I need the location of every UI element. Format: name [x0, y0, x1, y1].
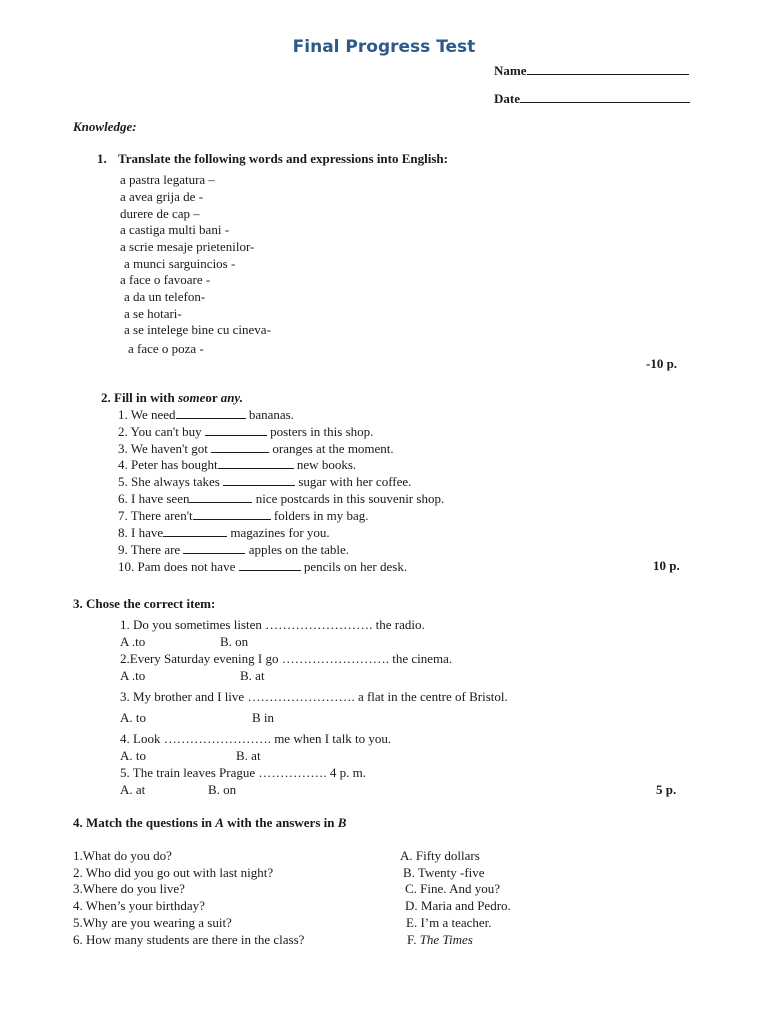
fill-item	[118, 490, 444, 507]
section3-points: 5 p.	[656, 782, 677, 797]
mc-option-a[interactable]: A .to	[120, 668, 146, 683]
mc-option-b[interactable]: B. at	[240, 668, 265, 683]
match-question: 5.Why are you wearing a suit?	[73, 915, 232, 930]
section4-heading	[73, 815, 346, 831]
fill-item-before: 7. There aren't	[118, 508, 193, 523]
fill-blank[interactable]	[239, 558, 301, 571]
fill-blank[interactable]	[211, 440, 269, 453]
fill-blank[interactable]	[183, 541, 245, 554]
section4-heading-b: B	[337, 815, 347, 830]
match-answer: B. Twenty -five	[403, 865, 485, 880]
date-field[interactable]	[494, 90, 690, 107]
fill-item-after: sugar with her coffee.	[295, 474, 412, 489]
mc-question: 4. Look ……………………. me when I talk to you.	[120, 731, 392, 746]
page-title: Final Progress Test	[292, 37, 476, 57]
mc-option-a[interactable]: A .to	[120, 634, 146, 649]
match-question: 1.What do you do?	[73, 848, 172, 863]
fill-item	[118, 524, 330, 541]
section1-item: a castiga multi bani -	[120, 222, 230, 237]
section1-item: a se intelege bine cu cineva-	[124, 322, 271, 337]
fill-item-before: 9. There are	[118, 542, 184, 557]
section4-heading-mid: with the answers in	[223, 815, 338, 830]
fill-item-after: posters in this shop.	[266, 424, 374, 439]
match-question: 6. How many students are there in the class?	[73, 932, 305, 947]
match-answer: C. Fine. And you?	[405, 881, 500, 896]
section1-item: a scrie mesaje prietenilor-	[120, 239, 255, 254]
fill-blank[interactable]	[223, 473, 295, 486]
name-label: Name	[494, 63, 527, 78]
section1-item: a se hotari-	[124, 306, 182, 321]
section3-heading: 3. Chose the correct item:	[73, 596, 216, 611]
mc-question: 2.Every Saturday evening I go ……………………. the cinema.	[120, 651, 453, 666]
fill-blank[interactable]	[163, 524, 227, 537]
fill-item-after: new books.	[293, 457, 357, 472]
match-answer-f	[407, 932, 473, 948]
match-question: 2. Who did you go out with last night?	[73, 865, 274, 880]
section1-item: a face o poza -	[128, 341, 204, 356]
section1-item: a da un telefon-	[124, 289, 206, 304]
mc-option-b[interactable]: B. on	[208, 782, 237, 797]
section1-number: 1.	[97, 151, 107, 166]
mc-option-a[interactable]: A. at	[120, 782, 146, 797]
section2-heading-prefix: 2. Fill in with	[101, 390, 178, 405]
mc-question: 1. Do you sometimes listen ……………………. the radio.	[120, 617, 425, 632]
fill-item-before: 10. Pam does not have	[118, 559, 239, 574]
fill-item-before: 6. I have seen	[118, 491, 190, 506]
section1-item: a avea grija de -	[120, 189, 204, 204]
fill-item-before: 2. You can't buy	[118, 424, 205, 439]
date-label: Date	[494, 91, 520, 106]
fill-item-after: bananas.	[245, 407, 294, 422]
section2-heading-any: any.	[220, 390, 243, 405]
section2-points: 10 p.	[653, 558, 680, 573]
section1-item: a munci sarguincios -	[124, 256, 236, 271]
section4-heading-prefix: 4. Match the questions in	[73, 815, 216, 830]
fill-item	[118, 406, 294, 423]
section1-points: -10 p.	[646, 356, 678, 371]
date-blank-line[interactable]	[520, 90, 690, 103]
fill-item	[118, 558, 407, 575]
match-answer: D. Maria and Pedro.	[405, 898, 511, 913]
fill-item-before: 8. I have	[118, 525, 164, 540]
mc-option-b[interactable]: B. on	[220, 634, 249, 649]
section2-heading-or: or	[205, 390, 221, 405]
fill-item-after: nice postcards in this souvenir shop.	[252, 491, 445, 506]
section1-heading-text: Translate the following words and expressions into English:	[118, 151, 448, 166]
fill-item-after: magazines for you.	[227, 525, 330, 540]
match-question: 3.Where do you live?	[73, 881, 185, 896]
fill-blank[interactable]	[176, 406, 246, 419]
fill-item	[118, 507, 369, 524]
fill-blank[interactable]	[218, 456, 294, 469]
match-answer: F.	[407, 932, 420, 947]
fill-item	[118, 440, 394, 457]
fill-item-before: 5. She always takes	[118, 474, 224, 489]
match-question: 4. When’s your birthday?	[73, 898, 205, 913]
fill-item-after: folders in my bag.	[270, 508, 369, 523]
fill-item	[118, 423, 373, 440]
name-blank-line[interactable]	[527, 62, 689, 75]
section2-heading	[101, 390, 243, 406]
fill-item	[118, 541, 349, 558]
name-field[interactable]	[494, 62, 689, 79]
fill-item-before: 4. Peter has bought	[118, 457, 218, 472]
section1-heading	[97, 151, 448, 167]
mc-question: 5. The train leaves Prague ……………. 4 p. m.	[120, 765, 366, 780]
fill-blank[interactable]	[193, 507, 271, 520]
fill-item	[118, 473, 411, 490]
section1-item: a face o favoare -	[120, 272, 211, 287]
fill-item-before: 1. We need	[118, 407, 176, 422]
match-answer: A. Fifty dollars	[400, 848, 480, 863]
match-answer: E. I’m a teacher.	[406, 915, 492, 930]
section4-heading-a: A	[215, 815, 224, 830]
match-answer-f-title: The Times	[419, 932, 473, 947]
knowledge-label: Knowledge:	[73, 119, 137, 134]
fill-blank[interactable]	[205, 423, 267, 436]
mc-option-a[interactable]: A. to	[120, 748, 146, 763]
mc-option-b[interactable]: B in	[252, 710, 275, 725]
fill-item-before: 3. We haven't got	[118, 441, 212, 456]
section1-item: durere de cap –	[120, 206, 200, 221]
mc-question: 3. My brother and I live ……………………. a flat in the centre of Bristol.	[120, 689, 508, 704]
fill-item-after: pencils on her desk.	[300, 559, 408, 574]
section1-item: a pastra legatura –	[120, 172, 215, 187]
fill-item-after: apples on the table.	[245, 542, 350, 557]
section2-heading-some: some	[177, 390, 206, 405]
mc-option-a[interactable]: A. to	[120, 710, 146, 725]
fill-item-after: oranges at the moment.	[269, 441, 394, 456]
fill-item	[118, 456, 356, 473]
mc-option-b[interactable]: B. at	[236, 748, 261, 763]
fill-blank[interactable]	[189, 490, 252, 503]
